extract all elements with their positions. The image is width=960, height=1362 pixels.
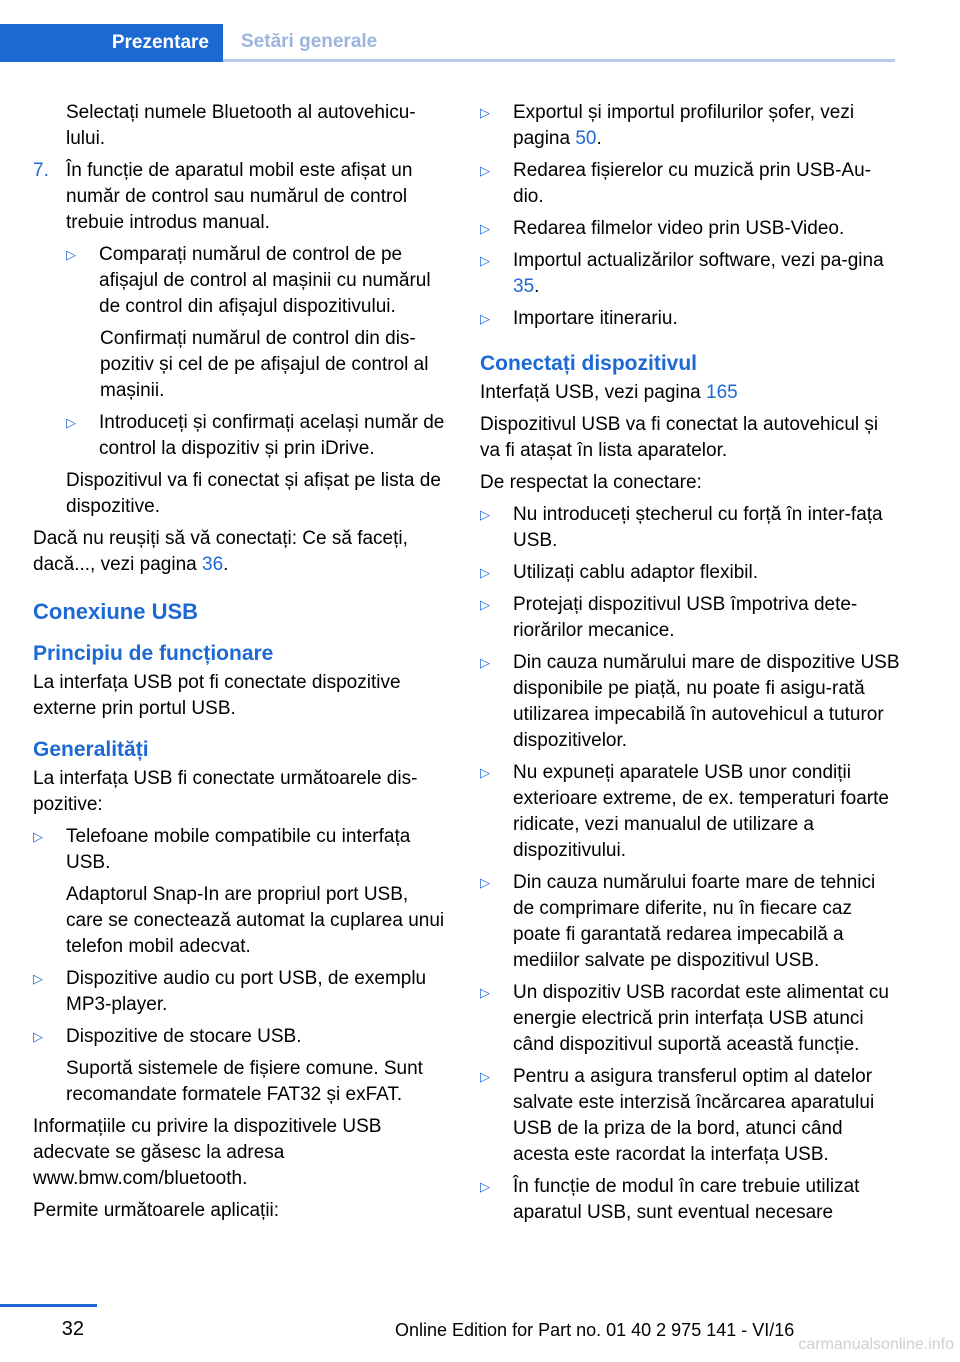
text: . [223, 554, 229, 575]
text: . [534, 276, 540, 297]
triangle-right-icon: ▷ [480, 985, 490, 1000]
list-item [480, 560, 900, 586]
text: . [596, 128, 602, 149]
list-item [480, 870, 900, 974]
list-item-text: Telefoane mobile compatibile cu interfața USB. [66, 826, 411, 873]
left-column [33, 100, 447, 1230]
triangle-right-icon: ▷ [66, 415, 76, 430]
list-item [480, 158, 900, 210]
page-link[interactable]: 35 [513, 276, 535, 297]
subsection-heading: Generalități [33, 738, 149, 761]
list-item [480, 1174, 900, 1226]
triangle-right-icon: ▷ [480, 765, 490, 780]
paragraph [33, 526, 447, 578]
list-item [480, 502, 900, 554]
list-item [480, 1064, 900, 1168]
edition-note: Online Edition for Part no. 01 40 2 975 141 - VI/16 [395, 1320, 795, 1340]
triangle-right-icon: ▷ [480, 875, 490, 890]
paragraph: Selectați numele Bluetooth al autovehicu‐lului. [66, 102, 416, 149]
text: Interfață USB, vezi pagina [480, 382, 707, 403]
list-item [480, 100, 900, 152]
list-item-text: Introduceți și confirmați același număr de control la dispozitiv și prin iDrive. [99, 412, 445, 459]
text: Dacă nu reușiți să vă conectați: Ce să faceți, dacă..., vezi pagina [33, 528, 408, 575]
list-item-text: Comparați numărul de control de pe afișajul de control al mașinii cu numărul de control din afișajul dispozitivului. [99, 244, 431, 317]
list-item-text: Pentru a asigura transferul optim al datelor salvate este interzisă încărcarea aparatului USB de la priza de la bord, atunci când acesta este racordat la interfața USB. [513, 1066, 875, 1165]
triangle-right-icon: ▷ [480, 655, 490, 670]
footer-divider [0, 1304, 97, 1307]
paragraph: La interfața USB pot fi conectate dispozitive externe prin portul USB. [33, 672, 401, 719]
tab-setari-generale[interactable]: Setări generale [223, 24, 895, 62]
triangle-right-icon: ▷ [480, 311, 490, 326]
paragraph: Informațiile cu privire la dispozitivele USB adecvate se găsesc la adresa www.bmw.com/bluetooth. [33, 1116, 382, 1189]
subsection-heading: Principiu de funcționare [33, 642, 274, 665]
triangle-right-icon: ▷ [480, 565, 490, 580]
list-item-text: În funcție de modul în care trebuie utilizat aparatul USB, sunt eventual necesare [513, 1176, 860, 1223]
list-item [480, 248, 900, 300]
right-column [480, 100, 900, 1232]
page-header [0, 0, 960, 62]
step-number: 7. [33, 160, 49, 181]
subsection-heading: Conectați dispozitivul [480, 352, 698, 375]
list-item-text: Nu introduceți ștecherul cu forță în inter‐fața USB. [513, 504, 883, 551]
triangle-right-icon: ▷ [480, 597, 490, 612]
list-item-text: Din cauza numărului foarte mare de tehnici de comprimare diferite, nu în fiecare caz poate fi garantată redarea impecabilă a mediilor salvate pe dispozitivul USB. [513, 872, 876, 971]
paragraph [480, 380, 900, 406]
triangle-right-icon: ▷ [33, 971, 43, 986]
numbered-step-7 [33, 158, 447, 236]
paragraph: De respectat la conectare: [480, 472, 702, 493]
step-text: În funcție de aparatul mobil este afișat un număr de control sau numărul de control trebuie introdus manual. [66, 160, 413, 233]
list-item-text: Redarea filmelor video prin USB-Video. [513, 218, 845, 239]
list-item-text [513, 100, 900, 152]
page-link[interactable]: 50 [575, 128, 597, 149]
list-item-text: Utilizați cablu adaptor flexibil. [513, 562, 759, 583]
paragraph: Suportă sistemele de fișiere comune. Sunt recomandate formatele FAT32 și exFAT. [66, 1058, 423, 1105]
triangle-right-icon: ▷ [66, 247, 76, 262]
paragraph: Permite următoarele aplicații: [33, 1200, 280, 1221]
triangle-right-icon: ▷ [33, 1029, 43, 1044]
text: Exportul și importul profilurilor șofer, vezi pagina [513, 102, 855, 149]
list-item [480, 650, 900, 754]
section-heading: Conexiune USB [33, 599, 199, 624]
page-link[interactable]: 165 [706, 382, 738, 403]
paragraph: Dispozitivul USB va fi conectat la autovehicul și va fi atașat în lista aparatelor. [480, 414, 879, 461]
list-item [480, 216, 900, 242]
triangle-right-icon: ▷ [480, 221, 490, 236]
list-item-text: Din cauza numărului mare de dispozitive USB disponibile pe piață, nu poate fi asigu‐rată utilizarea impecabilă în autovehicul a tuturor dispozitivelor. [513, 652, 900, 751]
paragraph: La interfața USB fi conectate următoarele dis‐pozitive: [33, 768, 418, 815]
list-item [33, 1024, 447, 1050]
triangle-right-icon: ▷ [480, 253, 490, 268]
page-number: 32 [61, 1318, 84, 1340]
triangle-right-icon: ▷ [480, 105, 490, 120]
paragraph: Confirmați numărul de control din dis‐pozitiv și cel de pe afișajul de control al mașinii. [100, 328, 429, 401]
list-item-text: Protejați dispozitivul USB împotriva dete‐riorărilor mecanice. [513, 594, 858, 641]
list-item [33, 410, 447, 462]
list-item-text: Nu expuneți aparatele USB unor condiții exterioare extreme, de ex. temperaturi foarte ridicate, vezi manualul de utilizare a dispozitivului. [513, 762, 889, 861]
paragraph: Adaptorul Snap-In are propriul port USB, care se conectează automat la cuplarea unui telefon mobil adecvat. [66, 884, 445, 957]
triangle-right-icon: ▷ [33, 829, 43, 844]
list-item [33, 242, 447, 320]
list-item [480, 980, 900, 1058]
watermark: carmanualsonline.info [798, 1336, 954, 1353]
list-item-text: Importare itinerariu. [513, 308, 678, 329]
list-item [480, 760, 900, 864]
triangle-right-icon: ▷ [480, 507, 490, 522]
triangle-right-icon: ▷ [480, 1069, 490, 1084]
list-item-text: Dispozitive de stocare USB. [66, 1026, 302, 1047]
paragraph: Dispozitivul va fi conectat și afișat pe lista de dispozitive. [66, 470, 441, 517]
list-item [480, 306, 900, 332]
list-item-text: Un dispozitiv USB racordat este alimentat cu energie electrică prin interfața USB atunci când dispozitivul suportă această funcție. [513, 982, 889, 1055]
list-item-text: Dispozitive audio cu port USB, de exemplu MP3-player. [66, 968, 427, 1015]
list-item [480, 592, 900, 644]
list-item [33, 824, 447, 876]
triangle-right-icon: ▷ [480, 163, 490, 178]
list-item [33, 966, 447, 1018]
text: Importul actualizărilor software, vezi pa‐gina [513, 250, 884, 271]
list-item-text: Redarea fișierelor cu muzică prin USB-Au‐dio. [513, 160, 871, 207]
tab-prezentare[interactable]: Prezentare [0, 24, 223, 62]
page-link[interactable]: 36 [202, 554, 224, 575]
triangle-right-icon: ▷ [480, 1179, 490, 1194]
list-item-text [513, 248, 900, 300]
